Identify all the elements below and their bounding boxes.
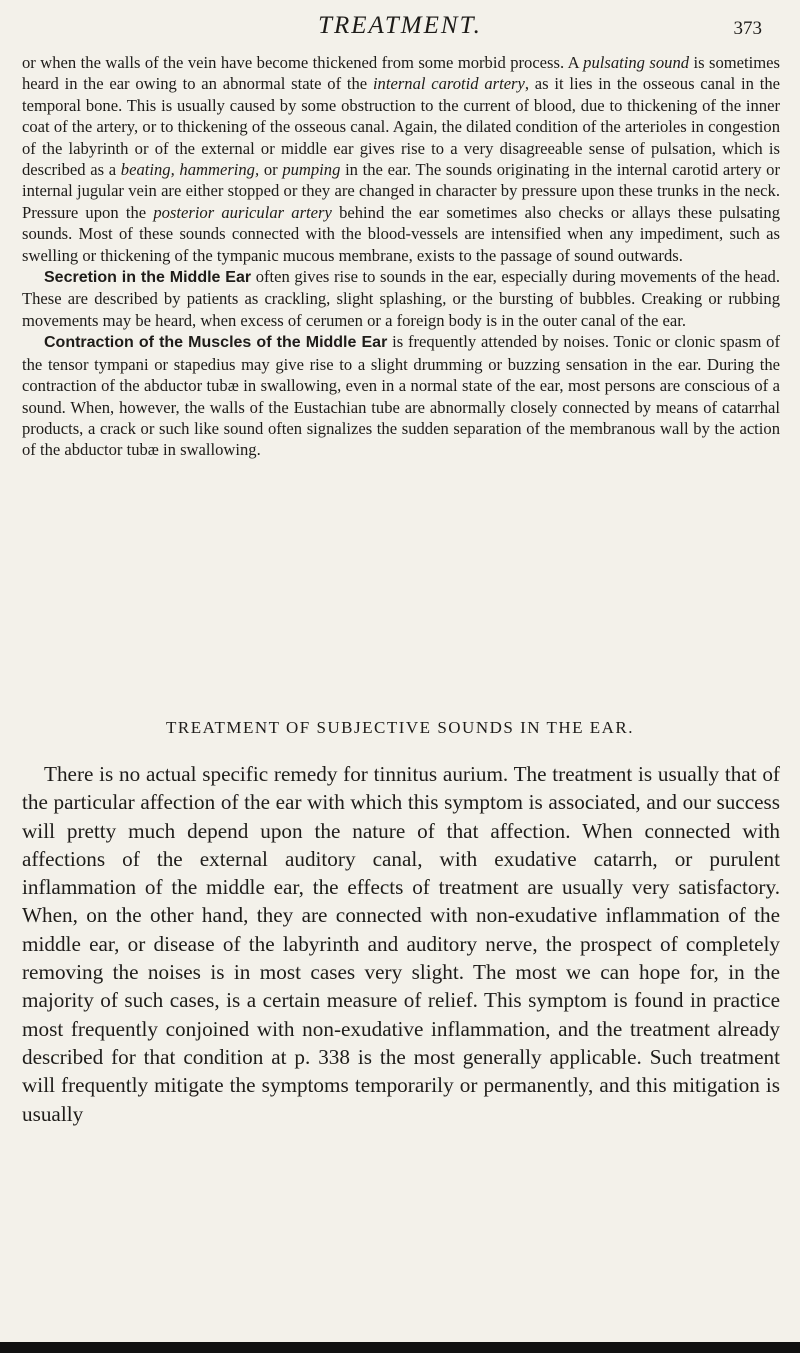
run-in-heading: Secretion in the Middle Ear [44,269,252,287]
section-heading: TREATMENT OF SUBJECTIVE SOUNDS IN THE EAR. [165,718,635,737]
small-print-section [22,52,780,461]
page-number: 373 [733,18,762,39]
emphasis-term: pumping [282,160,341,180]
bottom-rule [0,1338,800,1353]
running-head [0,6,800,46]
emphasis-term: posterior auricular artery [153,202,332,222]
treatment-section [22,760,780,1128]
paragraph-pulsating-sound: or when the walls of the vein have become thickened from some morbid process. A pulsating sound is sometimes heard in the ear owing to an abnormal state of the internal carotid artery, as it lies in the osseous canal in the temporal bone. This is usually caused by some obstruction to the current of blood, due to thickening of the inner coat of the artery, or to thickening of the osseous canal. Again, the dilated condition of the arterioles in congestion of the labyrinth or of the external or middle ear gives rise to a very disagreeable sense of pulsation, which is described as a beating, hammering, or pumping in the ear. The sounds originating in the internal carotid artery or internal jugular vein are either stopped or they are changed in character by pressure upon these trunks in the neck. Pressure upon the posterior auricular artery behind the ear sometimes also checks or allays these pulsating sounds. Most of these sounds connected with the blood-vessels are intensified when any impediment, such as swelling or thickening of the tympanic mucous membrane, exists to the passage of sound outwards. [22,53,781,265]
running-title: TREATMENT. [318,12,482,39]
paragraph-secretion: Secretion in the Middle Ear often gives rise to sounds in the ear, especially during movements of the head. These are described by patients as crackling, slight splashing, or the bursting of bubbles. Creaking or rubbing movements may be heard, when excess of cerumen or a foreign body is in the outer canal of the ear. [22,267,780,330]
emphasis-term: internal carotid artery [372,74,525,94]
run-in-heading: Contraction of the Muscles of the Middle Ear [44,334,388,352]
emphasis-term: beating, hammering, [120,160,260,180]
paragraph-contraction: Contraction of the Muscles of the Middle Ear is frequently attended by noises. Tonic or clonic spasm of the tensor tympani or stapedius may give rise to a slight drumming or buzzing sensation in the ear. During the contraction of the abductor tubæ in swallowing, even in a normal state of the ear, most persons are conscious of a sound. When, however, the walls of the Eustachian tube are abnormally closely connected by means of catarrhal products, a crack or such like sound often signalizes the sudden separation of the membranous wall by the action of the abductor tubæ in swallowing. [22,332,780,460]
paragraph-treatment: There is no actual specific remedy for tinnitus aurium. The treatment is usually that of the particular affection of the ear with which this symptom is associated, and our success will pretty much depend upon the nature of that affection. When connected with affections of the external auditory canal, with exudative catarrh, or purulent inflammation of the middle ear, the effects of treatment are usually very satisfactory. When, on the other hand, they are connected with non-exudative inflammation of the middle ear, or disease of the labyrinth and auditory nerve, the prospect of completely removing the noises is in most cases very slight. The most we can hope for, in the majority of such cases, is a certain measure of relief. This symptom is found in practice most frequently conjoined with non-exudative inflammation, and the treatment already described for that condition at p. 338 is the most generally applicable. Such treatment will frequently mitigate the symptoms temporarily or permanently, and this mitigation is usually [22,762,780,1126]
emphasis-term: pulsating sound [583,53,690,72]
